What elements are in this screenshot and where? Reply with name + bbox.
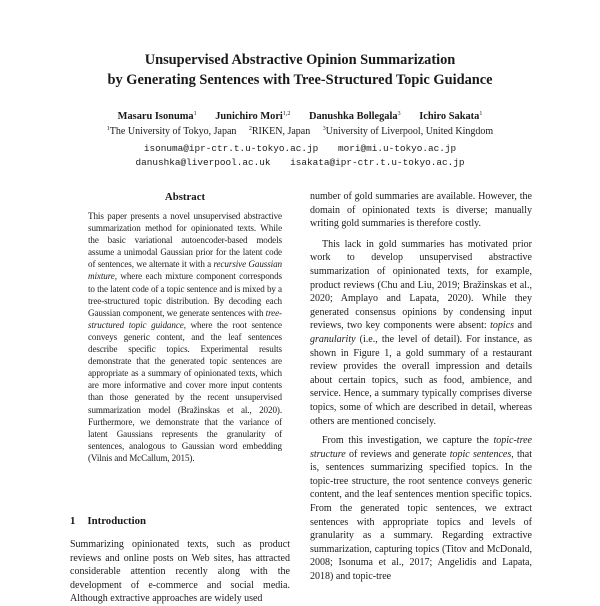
abstract-heading: Abstract [164,191,206,203]
affiliation: $^2$RIKEN, Japan [248,126,311,137]
title-line-2: by Generating Sentences with Tree-Structured Topic Guidance [107,72,493,88]
right-column [310,190,532,590]
author: Junichiro Mori$^{1,2}$ [215,111,291,122]
author: Danushka Bollegala$^3$ [308,111,401,122]
paragraph: number of gold summaries are available. However, the domain of opinionated texts is diverse; manually writing gold summaries is therefore costly. [310,191,532,230]
title-line-1: Unsupervised Abstractive Opinion Summarization [144,52,456,68]
author-list [0,110,600,123]
paragraph: This lack in gold summaries has motivated prior work to develop unsupervised abstractive summarization of opinionated texts, for example, product reviews (Chu and Liu, 2019; Bražinskas et al., 2020; Amplayo and Lapata, 2020). While they generated consensus opinions by condensing input reviews, two key components were absent: topics and granularity (i.e., the level of detail). For instance, as shown in Figure 1, a gold summary of a restaurant review provides the overall impression and details about certain topics, such as food, ambience, and service. Hence, a summary typically comprises diverse topics, some of which are described in detail, whereas others are mentioned concisely. [310,238,532,427]
section-heading-introduction: 1 Introduction [70,515,147,527]
paper-title [0,50,600,90]
abstract-text: This paper presents a novel unsupervised abstractive summarization method for opinionated texts. While the basic variational autoencoder-based models assume a unimodal Gaussian prior for the latent code of sentences, we alternate it with a recursive Gaussian mixture, where each mixture component corresponds to the latent code of a topic sentence and is mixed by a tree-structured topic distribution. By decoding each Gaussian component, we generate sentences with tree-structured topic guidance, where the root sentence conveys generic content, and the leaf sentences describe specific topics. Experimental results demonstrate that the generated topic sentences are appropriate as a summary of opinionated texts, which are more informative and cover more input contents than those generated by the recent unsupervised summarization model (Bražinskas et al., 2020). Furthermore, we demonstrate that the variance of latent Gaussians represents the granularity of sentences, analogous to Gaussian word embedding (Vilnis and McCallum, 2015). [88,211,282,463]
affiliation: $^1$The University of Tokyo, Japan [106,126,237,137]
email-address: isakata@ipr-ctr.t.u-tokyo.ac.jp [290,157,465,168]
affiliation-list [0,125,600,138]
email-address: danushka@liverpool.ac.uk [135,157,271,168]
email-address: mori@mi.u-tokyo.ac.jp [337,143,457,154]
author: Ichiro Sakata$^1$ [419,111,483,122]
email-address: isonuma@ipr-ctr.t.u-tokyo.ac.jp [143,143,319,154]
author: Masaru Isonuma$^1$ [117,111,197,122]
paragraph: From this investigation, we capture the topic-tree structure of reviews and generate topic sentences, that is, sentences summarizing specified topics. In the topic-tree structure, the root sentence conveys generic content, and the leaf sentences mention specific topics. From the generated topic sentences, we extract sentences with appropriate topics and levels of granularity as a summary. Regarding extractive summarization, capturing topics (Titov and McDonald, 2008; Isonuma et al., 2017; Angelidis and Lapata, 2018) and topic-tree [310,435,533,583]
introduction-text: Summarizing opinionated texts, such as product reviews and online posts on Web sites, has attracted considerable attention recently along with the development of e-commerce and social media. Although extractive approaches are widely used [70,539,290,605]
affiliation: $^3$University of Liverpool, United Kingdom [322,126,494,137]
email-block [0,142,600,170]
